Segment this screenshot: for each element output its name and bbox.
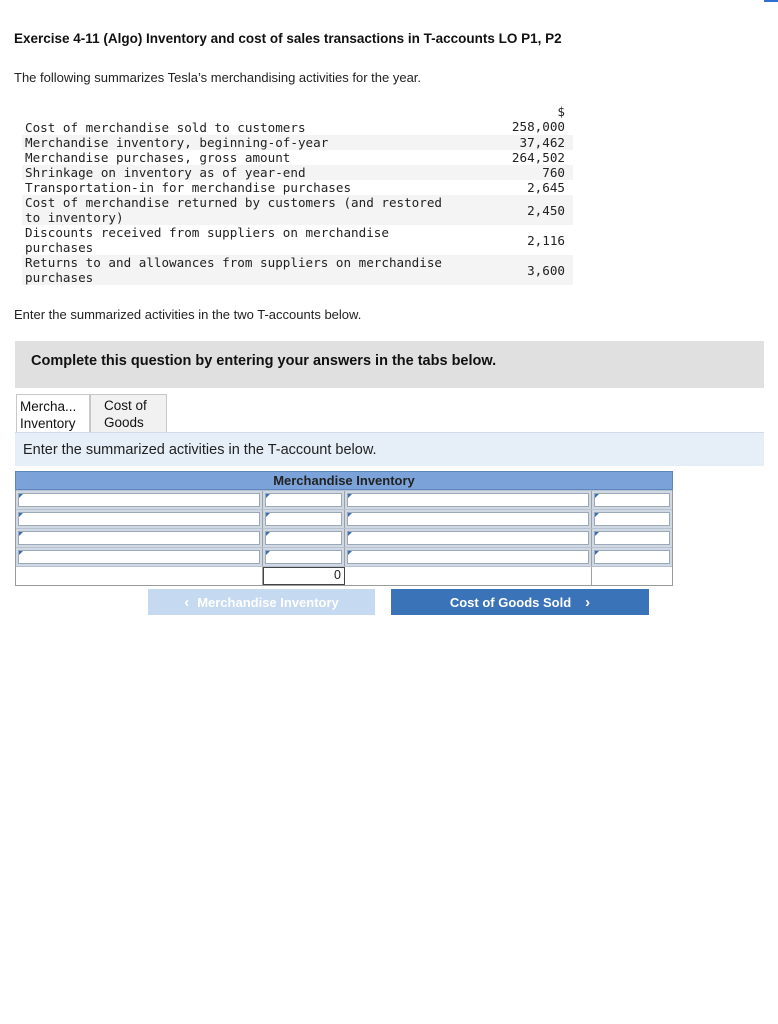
summary-amount-value: 258,000 — [511, 119, 565, 134]
summary-amount: 2,450 — [527, 202, 565, 218]
debit-amount-input[interactable] — [265, 531, 342, 545]
summary-row — [22, 103, 573, 135]
credit-description-input[interactable] — [347, 493, 589, 507]
debit-description-input[interactable] — [18, 531, 260, 545]
summary-amount: 2,645 — [527, 180, 565, 195]
tab-label-line2: Inventory — [20, 415, 76, 431]
prev-tab-label: Merchandise Inventory — [197, 594, 339, 610]
exercise-title: Exercise 4-11 (Algo) Inventory and cost of sales transactions in T-accounts LO P1, P2 — [14, 31, 562, 46]
credit-amount-input[interactable] — [594, 531, 670, 545]
summary-label: Merchandise purchases, gross amount — [25, 150, 291, 165]
summary-row — [22, 195, 573, 225]
chevron-right-icon: › — [585, 593, 591, 611]
next-tab-button[interactable] — [391, 589, 649, 615]
debit-description-input[interactable] — [18, 550, 260, 564]
tab-cost-of-goods-sold[interactable] — [90, 394, 167, 433]
balance-label-cell — [16, 567, 263, 585]
credit-amount-input[interactable] — [594, 512, 670, 526]
chevron-left-icon: ‹ — [184, 593, 190, 611]
enter-activities-text: Enter the summarized activities in the two T-accounts below. — [14, 307, 362, 322]
balance-value: 0 — [263, 567, 345, 585]
debit-amount-input[interactable] — [265, 493, 342, 507]
answer-tabs — [16, 394, 167, 434]
summary-row — [22, 255, 573, 285]
debit-amount-input[interactable] — [265, 512, 342, 526]
summary-label: Cost of merchandise returned by customers (and restored to inventory) — [25, 195, 443, 225]
summary-amount: 264,502 — [511, 150, 565, 165]
exercise-intro: The following summarizes Tesla’s merchandising activities for the year. — [14, 70, 422, 85]
summary-amount: 2,116 — [527, 232, 565, 248]
corner-accent — [764, 0, 778, 2]
complete-question-banner: Complete this question by entering your answers in the tabs below. — [15, 341, 764, 388]
tab-merchandise-inventory[interactable] — [16, 394, 90, 434]
next-tab-label: Cost of Goods Sold — [449, 594, 572, 610]
credit-amount-input[interactable] — [594, 550, 670, 564]
activity-summary-table — [22, 103, 573, 285]
debit-description-input[interactable] — [18, 512, 260, 526]
summary-amount: 3,600 — [527, 262, 565, 278]
debit-description-input[interactable] — [18, 493, 260, 507]
credit-description-input[interactable] — [347, 531, 589, 545]
t-account — [15, 471, 673, 586]
summary-amount: 760 — [542, 165, 565, 180]
tab-label-line1: Cost of — [104, 398, 147, 413]
t-account-row — [16, 509, 672, 528]
currency-symbol: $ — [557, 104, 565, 119]
summary-row — [22, 165, 573, 180]
debit-amount-input[interactable] — [265, 550, 342, 564]
credit-amount-input[interactable] — [594, 493, 670, 507]
summary-label: Cost of merchandise sold to customers — [25, 120, 306, 135]
tab-label-line2: Goods — [104, 415, 144, 430]
t-account-row — [16, 490, 672, 509]
summary-row — [22, 150, 573, 165]
summary-label: Merchandise inventory, beginning-of-year — [25, 135, 329, 150]
prev-tab-button[interactable] — [148, 589, 375, 615]
t-account-row — [16, 547, 672, 566]
summary-row — [22, 180, 573, 195]
summary-label: Transportation-in for merchandise purchases — [25, 180, 352, 195]
credit-balance-label-cell — [345, 567, 592, 585]
summary-amount: 37,462 — [519, 135, 565, 150]
tab-instruction: Enter the summarized activities in the T-account below. — [15, 432, 764, 466]
credit-description-input[interactable] — [347, 550, 589, 564]
credit-balance-value-cell — [592, 567, 672, 585]
summary-label: Discounts received from suppliers on merchandise purchases — [25, 225, 389, 255]
summary-label: Shrinkage on inventory as of year-end — [25, 165, 306, 180]
summary-amount — [445, 104, 573, 134]
t-account-body — [15, 490, 673, 586]
t-account-title: Merchandise Inventory — [15, 471, 673, 490]
credit-description-input[interactable] — [347, 512, 589, 526]
summary-row — [22, 135, 573, 150]
summary-row — [22, 225, 573, 255]
t-account-balance-row — [16, 566, 672, 585]
tab-label-line1: Mercha... — [20, 398, 77, 414]
summary-label: Returns to and allowances from suppliers on merchandise purchases — [25, 255, 443, 285]
t-account-row — [16, 528, 672, 547]
